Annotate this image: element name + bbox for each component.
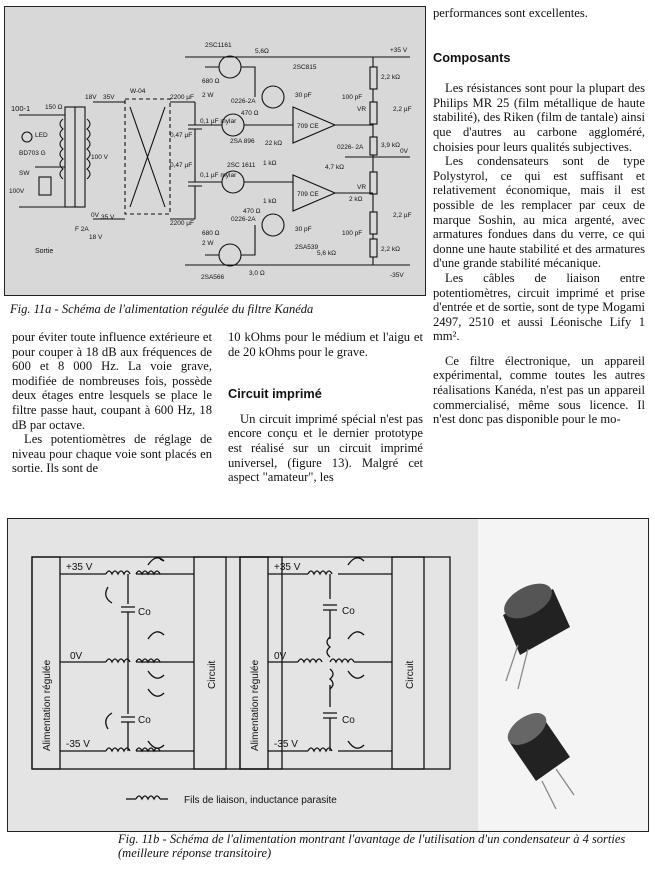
label-bd703g: BD703 G: [19, 150, 46, 157]
label-2k: 2 kΩ: [349, 196, 363, 203]
label-100pf-a: 100 pF: [342, 94, 363, 101]
legend-label: Fils de liaison, inductance parasite: [184, 795, 337, 806]
label-470-b: 470 Ω: [243, 208, 261, 215]
capacitor-photo-top: [478, 519, 648, 831]
label-2w-b: 2 W: [202, 240, 214, 247]
label-22k: 22 kΩ: [265, 140, 283, 147]
left-supply-label: Alimentation régulée: [42, 659, 53, 751]
label-2-2uf-a: 2,2 µF: [393, 106, 412, 113]
label-0v-b: 0V: [91, 212, 99, 219]
label-5-6k: 5,6 kΩ: [317, 250, 336, 257]
label-1k-a: 1 kΩ: [263, 160, 277, 167]
col3-paragraph-3: Les câbles de liaison entre potentiomètres, circuit imprimé et prise d'entrée et de sortie, sont de type Mogami 2497, 2510 et aussi Léonische Lify 1 mm².: [433, 270, 645, 344]
figure-11b-diagram: [7, 518, 649, 832]
label-2sc1611: 2SC 1611: [227, 162, 256, 169]
right-v-pos: +35 V: [274, 562, 301, 573]
right-panel: [240, 557, 450, 769]
label-0-47uf-b: 0,47 µF: [170, 162, 193, 169]
right-supply-label: Alimentation régulée: [250, 659, 261, 751]
label-3-0: 3,0 Ω: [249, 270, 265, 277]
label-sw: SW: [19, 170, 30, 177]
text-column-3: [433, 6, 645, 427]
label-vr-a: VR: [357, 106, 367, 113]
text-column-1: [12, 330, 212, 476]
left-circuit-label: Circuit: [207, 660, 218, 689]
label-35v-b: 35 V: [101, 214, 115, 221]
col3-paragraph-1: Les résistances sont pour la plupart des Philips MR 25 (film métallique de haute stabilité), des Riken (film de tantale) ainsi que d'autres au carbone aggloméré, choisies pour leurs qualités subjectives.: [433, 81, 645, 154]
label-0-47uf-a: 0,47 µF: [170, 132, 193, 139]
capacitor-comparison-diagram: [8, 519, 648, 831]
label-r-5-6: 5,6Ω: [255, 48, 269, 55]
label-2200uf-b: 2200 µF: [170, 220, 194, 227]
label-sortie: Sortie: [35, 248, 54, 255]
label-2-2k-a: 2,2 kΩ: [381, 74, 400, 81]
label-709ce-b: 709 CE: [297, 191, 319, 198]
label-2200uf-a: 2200 µF: [170, 94, 194, 101]
label-2-2uf-b: 2,2 µF: [393, 212, 412, 219]
right-co-1: Co: [342, 606, 355, 617]
text-column-2: [228, 330, 423, 485]
label-470-a: 470 Ω: [241, 110, 259, 117]
left-co-1: Co: [138, 607, 151, 618]
heading-circuit-imprime: Circuit imprimé: [228, 386, 322, 402]
col1-paragraph-2: Les potentiomètres de réglage de niveau pour chaque voie sont placés en sortie. Ils sont de: [12, 432, 212, 476]
label-4-7k: 4,7 kΩ: [325, 164, 344, 171]
label-plus-35v: +35 V: [390, 47, 408, 54]
label-30pf-a: 30 pF: [295, 92, 312, 99]
legend-inductance-icon: [126, 796, 168, 799]
label-0226-a: 0226-2A: [231, 98, 256, 105]
label-150: 150 Ω: [45, 104, 63, 111]
label-w04: W-04: [130, 88, 146, 95]
left-v-neg: -35 V: [66, 739, 90, 750]
label-100pf-b: 100 pF: [342, 230, 363, 237]
label-minus-35v: -35V: [390, 272, 404, 279]
figure-11b-caption: Fig. 11b - Schéma de l'alimentation montrant l'avantage de l'utilisation d'un condensateur à 4 sorties (meilleure réponse transitoire): [118, 832, 626, 860]
label-100-1: 100-1: [11, 104, 31, 113]
figure-11a-caption: Fig. 11a - Schéma de l'alimentation régulée du filtre Kanéda: [10, 302, 314, 316]
right-v-zero: 0V: [274, 651, 287, 662]
label-100v: 100V: [9, 188, 25, 195]
label-3-9k: 3,9 kΩ: [381, 142, 400, 149]
label-30pf-b: 30 pF: [295, 226, 312, 233]
right-co-2: Co: [342, 715, 355, 726]
label-709ce-a: 709 CE: [297, 123, 319, 130]
right-circuit-label: Circuit: [405, 660, 416, 689]
power-supply-schematic: [5, 7, 425, 295]
label-100v-b: 100 V: [91, 154, 108, 161]
label-1k-b: 1 kΩ: [263, 198, 277, 205]
left-co-2: Co: [138, 715, 151, 726]
col1-paragraph-1: pour éviter toute influence extérieure et pour couper à 18 dB aux fréquences de 600 et 8 000 Hz. La voie grave, modifiée de nombreuses fois, possède deux étages entre lesquels se place le filtre passe haut, coupant à 600 Hz, 18 dB par octave.: [12, 330, 212, 432]
col3-paragraph-2: Les condensateurs sont de type Polystyrol, ce qui est suffisant et relativement économique, mais il est possible de les remplacer par ceux de marque Soshin, au mica argenté, avec armatures fondues dans du verre, ce qui donne une haute stabilité et des armatures d'une grande stabilité mécanique.: [433, 154, 645, 271]
label-2sa539: 2SA539: [295, 244, 319, 251]
label-led: LED: [35, 132, 48, 139]
label-fuse: F 2A: [75, 226, 89, 233]
label-2sc815: 2SC815: [293, 64, 317, 71]
figure-11a-schematic: [4, 6, 426, 296]
left-v-zero: 0V: [70, 651, 83, 662]
label-0-1uf-b: 0,1 µF mylar: [200, 172, 237, 179]
label-2-2k-b: 2,2 kΩ: [381, 246, 400, 253]
label-18v-b: 18 V: [89, 234, 103, 241]
label-0226-b: 0226- 2A: [337, 144, 364, 151]
label-680-b: 680 Ω: [202, 230, 220, 237]
label-35v: 35V: [103, 94, 115, 101]
label-0226-c: 0226-2A: [231, 216, 256, 223]
left-panel: [32, 557, 282, 769]
label-18v: 18V: [85, 94, 97, 101]
label-0-1uf-a: 0,1 µF mylar: [200, 118, 237, 125]
col2-paragraph-1: 10 kOhms pour le médium et l'aigu et de 20 kOhms pour le grave.: [228, 330, 423, 359]
col3-paragraph-0: performances sont excellentes.: [433, 6, 588, 20]
label-2sa896: 2SA 896: [230, 138, 255, 145]
label-2sc1161: 2SC1161: [205, 42, 232, 49]
col2-paragraph-2: Un circuit imprimé spécial n'est pas encore conçu et le dernier prototype est réalisé sur un circuit imprimé universel, (figure 13). Malgré cet aspect "amateur", les: [228, 411, 423, 485]
left-v-pos: +35 V: [66, 562, 93, 573]
label-0v: 0V: [400, 148, 408, 155]
label-vr-b: VR: [357, 184, 367, 191]
label-2w-a: 2 W: [202, 92, 214, 99]
right-v-neg: -35 V: [274, 739, 298, 750]
label-680-a: 680 Ω: [202, 78, 220, 85]
label-2sa566: 2SA566: [201, 274, 225, 281]
col3-paragraph-4: Ce filtre électronique, un appareil expérimental, comme toutes les autres réalisations Kanéda, n'est pas un appareil commercialisé, même sous licence. Il n'est donc pas disponible pour le mo-: [433, 353, 645, 427]
heading-composants: Composants: [433, 49, 511, 65]
